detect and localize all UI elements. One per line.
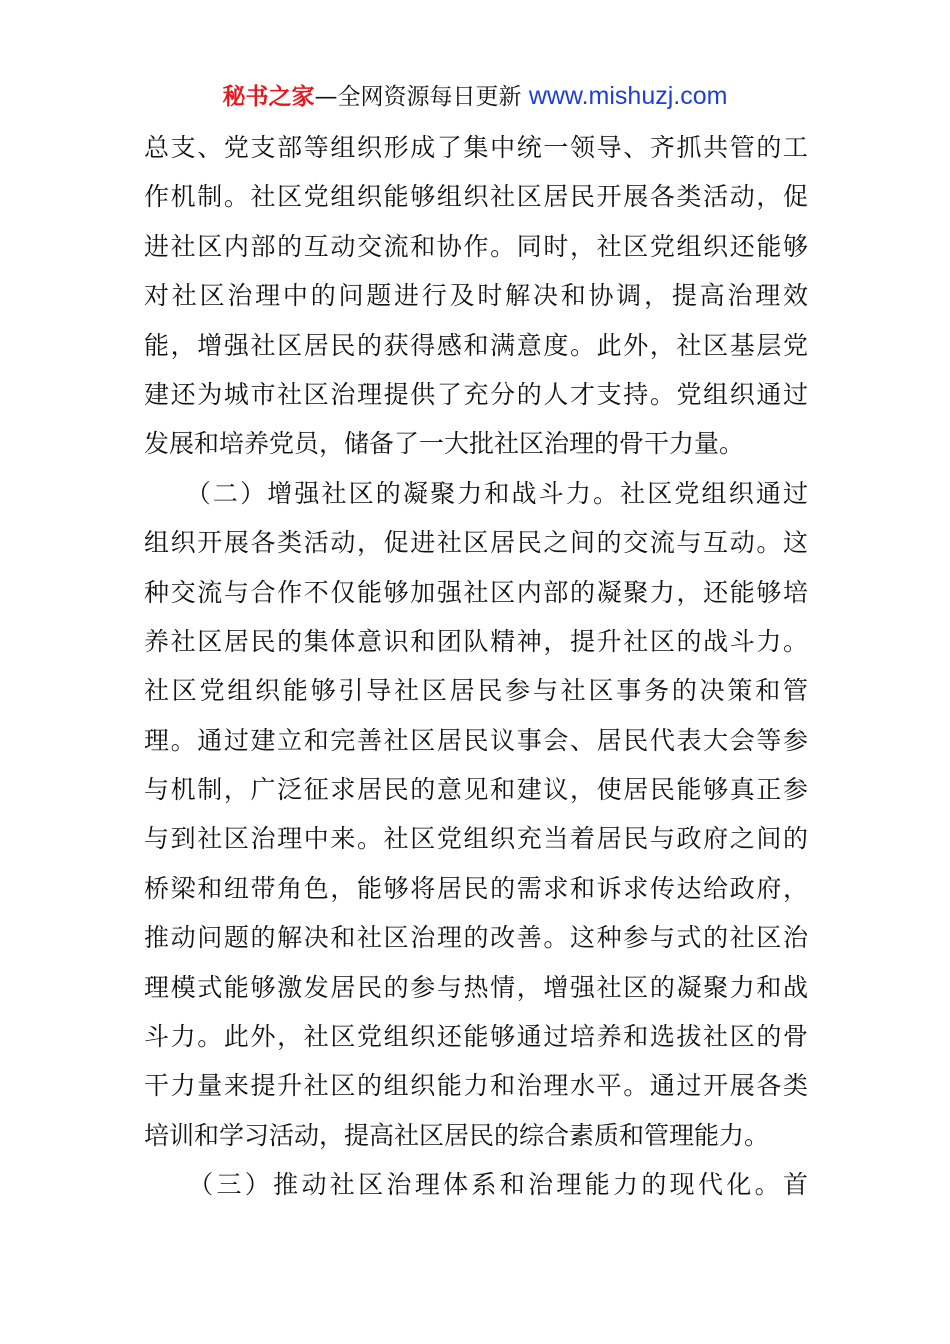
text-line: 能，增强社区居民的获得感和满意度。此外，社区基层党	[144, 330, 808, 360]
text-line: 发展和培养党员，储备了一大批社区治理的骨干力量。	[144, 429, 745, 459]
text-line: 组织开展各类活动，促进社区居民之间的交流与互动。这	[144, 528, 808, 558]
text-line: 理。通过建立和完善社区居民议事会、居民代表大会等参	[144, 725, 808, 755]
text-line: 理模式能够激发居民的参与热情，增强社区的凝聚力和战	[144, 972, 808, 1002]
text-line: 作机制。社区党组织能够组织社区居民开展各类活动，促	[144, 182, 808, 212]
site-watermark-header	[0, 80, 950, 113]
text-line: 斗力。此外，社区党组织还能够通过培养和选拔社区的骨	[144, 1022, 808, 1052]
site-url: www.mishuzj.com	[528, 82, 728, 110]
text-line: （三）推动社区治理体系和治理能力的现代化。首	[144, 1170, 808, 1200]
text-line: （二）增强社区的凝聚力和战斗力。社区党组织通过	[144, 478, 808, 508]
site-brand: 秘书之家	[222, 84, 315, 110]
text-line: 社区党组织能够引导社区居民参与社区事务的决策和管	[144, 676, 808, 706]
text-line: 推动问题的解决和社区治理的改善。这种参与式的社区治	[144, 923, 808, 953]
text-line: 养社区居民的集体意识和团队精神，提升社区的战斗力。	[144, 626, 808, 656]
text-line: 进社区内部的互动交流和协作。同时，社区党组织还能够	[144, 231, 808, 261]
text-line: 干力量来提升社区的组织能力和治理水平。通过开展各类	[144, 1071, 808, 1101]
document-body	[144, 123, 808, 1210]
text-line: 对社区治理中的问题进行及时解决和协调，提高治理效	[144, 281, 808, 311]
text-line: 与到社区治理中来。社区党组织充当着居民与政府之间的	[144, 824, 808, 854]
text-line: 建还为城市社区治理提供了充分的人才支持。党组织通过	[144, 379, 808, 409]
text-line: 种交流与合作不仅能够加强社区内部的凝聚力，还能够培	[144, 577, 808, 607]
site-tagline: —全网资源每日更新	[314, 84, 522, 110]
text-line: 培训和学习活动，提高社区居民的综合素质和管理能力。	[144, 1120, 770, 1150]
text-line: 与机制，广泛征求居民的意见和建议，使居民能够真正参	[144, 775, 808, 805]
text-line: 桥梁和纽带角色，能够将居民的需求和诉求传达给政府，	[144, 873, 808, 903]
text-line: 总支、党支部等组织形成了集中统一领导、齐抓共管的工	[144, 133, 808, 162]
